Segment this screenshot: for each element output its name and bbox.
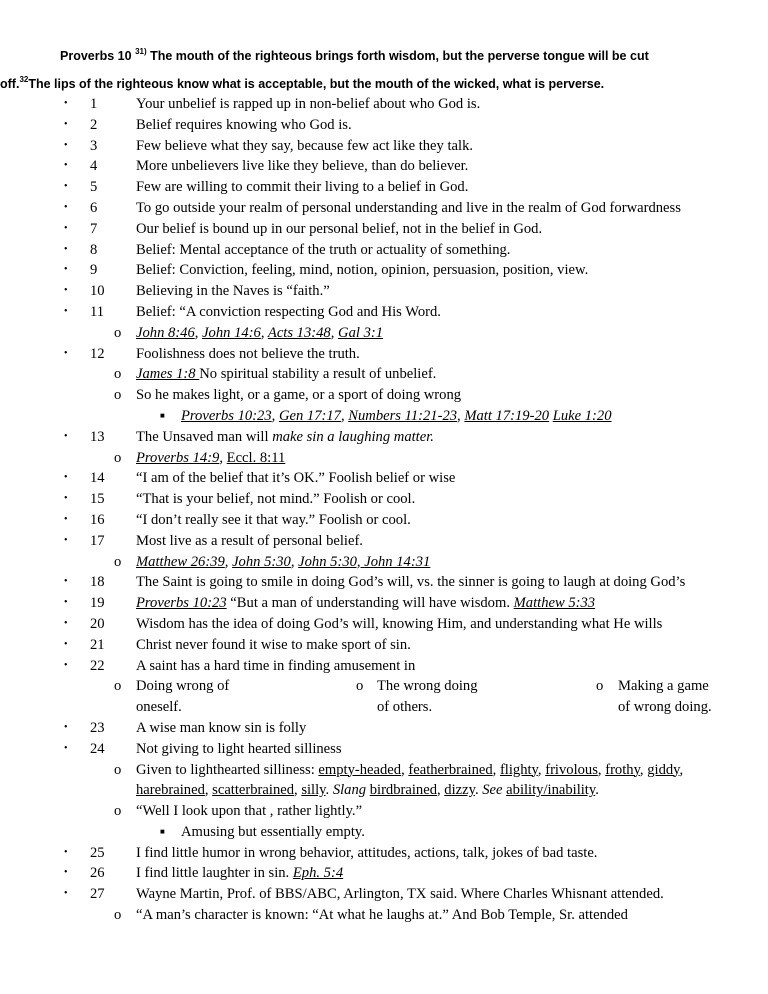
bullet-icon: • — [64, 285, 68, 297]
bullet-icon: • — [64, 139, 68, 151]
list-item — [0, 531, 768, 552]
sub-item — [0, 364, 768, 385]
item-text: Belief requires knowing who God is. — [136, 116, 352, 133]
list-item — [0, 593, 768, 614]
bullet-icon: • — [64, 98, 68, 109]
sub-text: So he makes light, or a game, or a sport of doing wrong — [136, 387, 462, 404]
column-text: Doing wrong of — [136, 678, 230, 695]
item-text: I find little humor in wrong behavior, attitudes, actions, talk, jokes of bad taste. — [136, 844, 598, 861]
bullet-icon: • — [64, 430, 68, 442]
item-text: Belief: Mental acceptance of the truth or actuality of something. — [136, 241, 511, 258]
bullet-icon: • — [64, 721, 68, 733]
synonym-link[interactable]: featherbrained — [408, 761, 493, 778]
header-line-1 — [60, 40, 760, 68]
item-number: 13 — [90, 428, 105, 445]
item-text: Few believe what they say, because few act like they talk. — [136, 137, 474, 154]
synonym-link[interactable]: empty-headed — [318, 761, 402, 778]
item-number: 24 — [90, 740, 105, 757]
list-item — [0, 136, 768, 157]
sub-bullet-icon: o — [114, 324, 122, 341]
item-text: The Saint is going to smile in doing God’s will, vs. the sinner is going to laugh at doing God’s — [136, 574, 686, 591]
sub-bullet-icon: o — [114, 803, 122, 820]
bullet-icon: • — [64, 617, 68, 629]
bullet-icon: • — [64, 118, 68, 130]
item-number: 23 — [90, 719, 105, 736]
item-number: 22 — [90, 657, 105, 674]
bullet-icon: • — [64, 846, 68, 858]
bullet-icon: • — [64, 638, 68, 650]
list-item — [0, 468, 768, 489]
item-text: Belief: Conviction, feeling, mind, notion, opinion, persuasion, position, view. — [136, 262, 589, 279]
separator: , — [260, 324, 268, 341]
list-item — [0, 884, 768, 905]
ref-link[interactable]: Proverbs 10:23 — [136, 595, 227, 612]
item-text — [136, 593, 595, 614]
ref-link[interactable]: Matthew 5:33 — [513, 595, 596, 612]
bullet-icon: • — [64, 160, 68, 172]
item-text: Few are willing to commit their living to a belief in God. — [136, 179, 469, 196]
item-number: 12 — [90, 345, 105, 362]
item-number: 20 — [90, 615, 105, 632]
item-text: Believing in the Naves is “faith.” — [136, 283, 330, 300]
bullet-icon: • — [64, 493, 68, 505]
item-text: “I don’t really see it that way.” Foolish or cool. — [136, 511, 411, 528]
sub-bullet-icon: o — [356, 678, 364, 695]
item-text: Most live as a result of personal belief. — [136, 532, 363, 549]
item-text: Wisdom has the idea of doing God’s will, knowing Him, and understanding what He wills — [136, 615, 663, 632]
sub-item — [0, 448, 768, 469]
list-item — [0, 739, 768, 760]
synonym-link[interactable]: dizzy — [444, 782, 475, 799]
ref-link[interactable]: Gen 17:17 — [278, 407, 341, 424]
item-number: 27 — [90, 886, 105, 903]
subsub-text: Amusing but essentially empty. — [181, 823, 365, 840]
bullet-icon: • — [64, 576, 68, 588]
item-number: 9 — [90, 262, 98, 279]
item-text: A saint has a hard time in finding amusement in — [136, 657, 416, 674]
ref-link[interactable]: Acts 13:48 — [267, 324, 331, 341]
list-item — [0, 156, 768, 177]
sub-bullet-icon: o — [114, 761, 122, 778]
ref-link[interactable]: John 5:30, — [298, 553, 365, 570]
item-text: “That is your belief, not mind.” Foolish or cool. — [136, 491, 416, 508]
ref-link[interactable]: Proverbs 10:23 — [181, 407, 272, 424]
synonym-link[interactable]: giddy — [647, 761, 680, 778]
sub-text-body: No spiritual stability a result of unbelief. — [199, 366, 437, 383]
sub-bullet-icon: o — [114, 678, 122, 695]
ref-link[interactable]: Luke 1:20 — [552, 407, 612, 424]
item-number: 15 — [90, 491, 105, 508]
list-item — [0, 219, 768, 240]
scripture-refs: Proverbs 10:23, Gen 17:17, Numbers 11:21-23, Matt 17:19-20 Luke 1:20 — [181, 407, 612, 424]
sub-columns-row-1 — [0, 676, 768, 697]
ref-link[interactable]: John 8:46 — [136, 324, 195, 341]
list-item — [0, 843, 768, 864]
item-text: More unbelievers live like they believe, than do believer. — [136, 158, 469, 175]
bullet-icon: • — [64, 888, 68, 900]
sub-item-continued — [0, 780, 768, 801]
item-text-body: The Unsaved man will — [136, 428, 273, 445]
synonym-list: Given to lighthearted silliness: empty-headed, featherbrained, flighty, frivolous, frothy, giddy, — [136, 761, 684, 778]
ref-link[interactable]: Proverbs 14:9 — [136, 449, 220, 466]
list-item — [0, 240, 768, 261]
synonym-link[interactable]: frivolous — [545, 761, 598, 778]
separator: , — [330, 324, 339, 341]
list-item — [0, 198, 768, 219]
item-number: 6 — [90, 199, 98, 216]
verse-number-31: 31) — [135, 47, 147, 56]
list-item — [0, 302, 768, 323]
ref-link[interactable]: Matt 17:19-20 — [464, 407, 550, 424]
scripture-refs: Matthew 26:39, John 5:30, John 5:30, John 14:31 — [136, 553, 431, 570]
ref-link[interactable]: James 1:8 — [136, 366, 200, 383]
sub-item — [0, 385, 768, 406]
ref-link[interactable]: Eph. 5:4 — [292, 865, 344, 882]
header-off: off. — [0, 77, 20, 91]
sub-bullet-icon: o — [114, 449, 122, 466]
column-text: oneself. — [136, 699, 182, 716]
item-number: 11 — [90, 303, 105, 320]
item-text: To go outside your realm of personal understanding and live in the realm of God forwardness — [136, 199, 681, 216]
item-text-italic: make sin a laughing matter. — [272, 428, 434, 445]
subsub-item — [0, 822, 768, 843]
item-number: 14 — [90, 470, 105, 487]
item-number: 8 — [90, 241, 98, 258]
ref-link[interactable]: John 5:30 — [232, 553, 291, 570]
separator: , — [194, 324, 203, 341]
sub-item — [0, 760, 768, 781]
ref-link[interactable]: Eccl. 8:11 — [226, 449, 286, 466]
bullet-icon: • — [64, 347, 68, 359]
item-number: 3 — [90, 137, 98, 154]
list-item — [0, 281, 768, 302]
synonym-link[interactable]: flighty — [499, 761, 538, 778]
verse-number-32: 32 — [19, 75, 29, 84]
item-text-body: I find little laughter in sin. — [136, 865, 293, 882]
sub-columns-row-2 — [0, 697, 768, 718]
sub-text: “Well I look upon that , rather lightly.” — [136, 803, 363, 820]
list-item — [0, 177, 768, 198]
item-number: 7 — [90, 220, 98, 237]
list-item — [0, 489, 768, 510]
item-text: Our belief is bound up in our personal belief, not in the belief in God. — [136, 220, 543, 237]
item-text — [136, 427, 434, 448]
sub-text-body: Given to lighthearted silliness: — [136, 761, 319, 778]
see-label: See — [482, 782, 503, 799]
bullet-icon: • — [64, 264, 68, 276]
bullet-icon: • — [64, 222, 68, 234]
list-item — [0, 635, 768, 656]
item-number: 26 — [90, 865, 105, 882]
list-item — [0, 614, 768, 635]
header-prefix: Proverbs 10 — [60, 49, 132, 63]
separator: , — [219, 449, 227, 466]
item-text: Foolishness does not believe the truth. — [136, 345, 360, 362]
item-text: Wayne Martin, Prof. of BBS/ABC, Arlington, TX said. Where Charles Whisnant attended. — [136, 886, 664, 903]
sub-item — [0, 801, 768, 822]
subsub-item — [0, 406, 768, 427]
bullet-icon: • — [64, 305, 68, 317]
bullet-icon: • — [64, 867, 68, 879]
column-text: of wrong doing. — [618, 699, 712, 716]
column-text: The wrong doing — [377, 678, 478, 695]
item-text: A wise man know sin is folly — [136, 719, 307, 736]
bullet-icon: • — [64, 201, 68, 213]
ref-link[interactable]: Gal 3:1 — [338, 324, 384, 341]
ref-link[interactable]: Numbers 11:21-23 — [348, 407, 458, 424]
synonym-list: harebrained, scatterbrained, silly. Slang birdbrained, dizzy. See ability/inability. — [136, 782, 599, 799]
sub-item — [0, 552, 768, 573]
item-text: Not giving to light hearted silliness — [136, 740, 342, 757]
item-number: 17 — [90, 532, 105, 549]
bullet-icon: • — [64, 243, 68, 255]
synonym-link[interactable]: harebrained — [136, 782, 205, 799]
synonym-link[interactable]: frothy — [605, 761, 640, 778]
sub-text — [136, 364, 436, 385]
item-number: 18 — [90, 574, 105, 591]
square-bullet-icon: ■ — [160, 826, 165, 836]
item-number: 10 — [90, 283, 105, 300]
sub-bullet-icon: o — [596, 678, 604, 695]
sub-text: “A man’s character is known: “At what he laughs at.” And Bob Temple, Sr. attended — [136, 907, 628, 924]
column-text: of others. — [377, 699, 433, 716]
list-item — [0, 344, 768, 365]
item-number: 16 — [90, 511, 105, 528]
belief-list — [0, 94, 768, 926]
list-item — [0, 572, 768, 593]
item-text-body: “But a man of understanding will have wisdom. — [226, 595, 514, 612]
list-item — [0, 260, 768, 281]
slang-label: Slang — [332, 782, 367, 799]
item-number: 5 — [90, 179, 98, 196]
scripture-refs — [136, 448, 285, 469]
list-item — [0, 863, 768, 884]
header-line-2 — [0, 68, 760, 96]
synonym-link[interactable]: ability/inability — [506, 782, 596, 799]
sub-bullet-icon: o — [114, 907, 122, 924]
sub-bullet-icon: o — [114, 387, 122, 404]
bullet-icon: • — [64, 181, 68, 193]
item-number: 2 — [90, 116, 98, 133]
item-number: 21 — [90, 636, 105, 653]
sub-bullet-icon: o — [114, 553, 122, 570]
list-item — [0, 94, 768, 115]
bullet-icon: • — [64, 534, 68, 546]
scripture-refs — [136, 323, 383, 344]
item-number: 25 — [90, 844, 105, 861]
list-item — [0, 510, 768, 531]
verse-32-text: The lips of the righteous know what is acceptable, but the mouth of the wicked, what is perverse. — [28, 77, 605, 91]
bullet-icon: • — [64, 472, 68, 484]
synonym-link[interactable]: scatterbrained — [212, 782, 295, 799]
list-item — [0, 718, 768, 739]
synonym-link[interactable]: birdbrained — [369, 782, 437, 799]
list-item — [0, 427, 768, 448]
bullet-icon: • — [64, 659, 68, 671]
sub-item — [0, 905, 768, 926]
item-text: “I am of the belief that it’s OK.” Foolish belief or wise — [136, 470, 456, 487]
item-number: 19 — [90, 595, 105, 612]
verse-31-text: The mouth of the righteous brings forth wisdom, but the perverse tongue will be cut — [150, 49, 649, 63]
list-item — [0, 656, 768, 677]
ref-link[interactable]: Matthew 26:39 — [136, 553, 225, 570]
item-text: Your unbelief is rapped up in non-belief about who God is. — [136, 96, 481, 112]
bullet-icon: • — [64, 513, 68, 525]
page-header — [0, 40, 760, 96]
column-text: Making a game — [618, 678, 709, 695]
sub-item — [0, 323, 768, 344]
synonym-link[interactable]: silly — [301, 782, 326, 799]
bullet-icon: • — [64, 742, 68, 754]
item-number: 4 — [90, 158, 98, 175]
sub-bullet-icon: o — [114, 366, 122, 383]
item-text: Belief: “A conviction respecting God and His Word. — [136, 303, 441, 320]
ref-link[interactable]: John 14:6 — [202, 324, 261, 341]
item-text — [136, 863, 343, 884]
item-text: Christ never found it wise to make sport of sin. — [136, 636, 411, 653]
item-number: 1 — [90, 96, 98, 112]
square-bullet-icon: ■ — [160, 410, 165, 420]
bullet-icon: • — [64, 597, 68, 609]
list-item — [0, 115, 768, 136]
ref-link[interactable]: John 14:31 — [364, 553, 431, 570]
